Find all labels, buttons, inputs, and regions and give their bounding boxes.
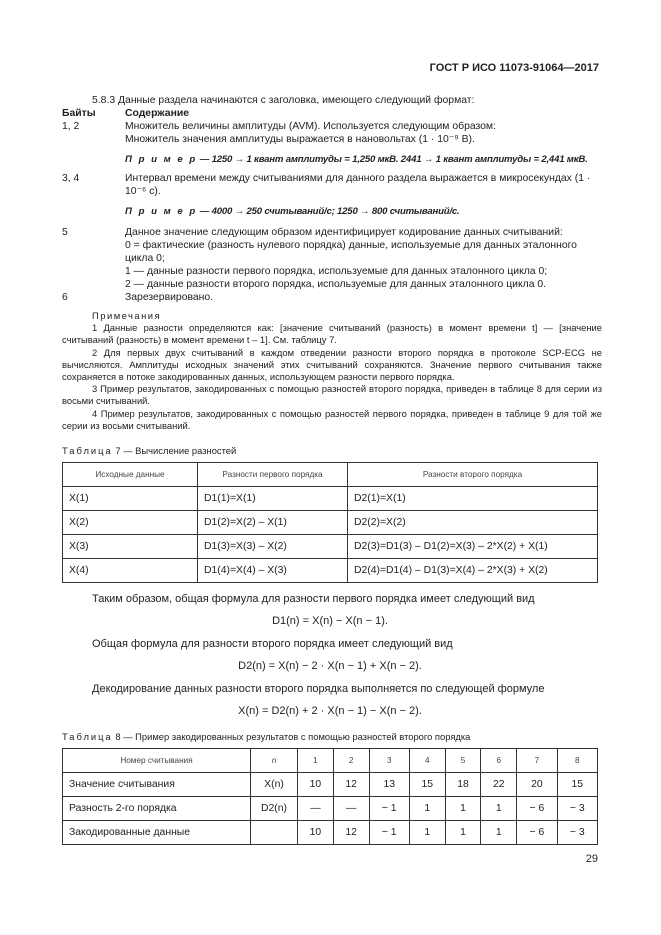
note: 2 Для первых двух считываний в каждом отведении разности второго порядка в протоколе SCP-ECG не вычисляются. Амплитуды исходных значений этих считываний сохраняются. Значение первого считывания также сохраняется в потоке закодированных данных, использующем разности первого порядка. [62,346,602,383]
formula: D1(n) = X(n) − X(n − 1). [272,615,388,628]
row-content: Зарезервировано. [125,292,214,303]
format-row [62,226,602,291]
content-heading: Содержание [125,108,190,119]
cell: — [333,797,369,821]
cell: D1(3)=X(3) – X(2) [198,535,348,559]
table-header-row [63,749,598,773]
cell: 15 [409,773,445,797]
column-header: 8 [557,749,597,773]
format-row [62,291,602,304]
cell: 1 [481,821,517,845]
example-text: — 1250 → 1 квант амплитуды = 1,250 мкВ. 2441 → 1 квант амплитуды = 2,441 мкВ. [197,154,588,165]
cell: 13 [369,773,409,797]
formula: X(n) = D2(n) + 2 · X(n − 1) − X(n − 2). [238,705,422,718]
notes [62,310,602,432]
column-header: 3 [369,749,409,773]
example [125,153,602,166]
cell: D1(4)=X(4) – X(3) [198,559,348,583]
table-row [63,487,598,511]
column-header: n [251,749,298,773]
cell: 12 [333,773,369,797]
row-bytes: 5 [62,227,68,238]
note: 4 Пример результатов, закодированных с помощью разностей первого порядка, приведен в таблице 9 для той же серии из восьми считываний. [62,407,602,431]
row-bytes: 1, 2 [62,121,80,132]
cell: D2(3)=D1(3) – D1(2)=X(3) – 2*X(2) + X(1) [348,535,598,559]
table-row [63,559,598,583]
row-bytes: 3, 4 [62,173,80,184]
line: Множитель величины амплитуды (AVM). Используется следующим образом: [125,121,496,132]
cell: − 1 [369,821,409,845]
cell: 20 [517,773,557,797]
notes-title: Примечания [92,310,162,321]
column-header: Разности первого порядка [198,463,348,487]
cell: Разность 2-го порядка [63,797,251,821]
cell: − 6 [517,821,557,845]
table-7 [62,462,598,583]
paragraph: Таким образом, общая формула для разности первого порядка имеет следующий вид [92,593,535,606]
cell: 10 [298,821,334,845]
column-header: 6 [481,749,517,773]
cell: X(n) [251,773,298,797]
column-header: 1 [298,749,334,773]
column-header: Разности второго порядка [348,463,598,487]
format-row [62,120,602,172]
line: 2 — данные разности второго порядка, используемые для данных эталонного цикла 0. [125,279,547,290]
table8-caption [62,730,602,743]
line: 1 — данные разности первого порядка, используемые для данных эталонного цикла 0; [125,266,548,277]
formula: D2(n) = X(n) − 2 · X(n − 1) + X(n − 2). [238,660,422,673]
cell: Значение считывания [63,773,251,797]
cell: − 3 [557,797,597,821]
cell: X(1) [63,487,198,511]
caption-text: 8 — Пример закодированных результатов с помощью разностей второго порядка [115,731,471,743]
table-row [63,511,598,535]
note: 1 Данные разности определяются как: [значение считываний (разность) в момент времени t] — [значение считываний (разность) в момент времени t – 1]. См. таблицу 7. [62,322,602,346]
table-8 [62,748,598,845]
cell: D1(2)=X(2) – X(1) [198,511,348,535]
row-content [125,172,602,224]
line: Данное значение следующим образом идентифицирует кодирование данных считываний: [125,227,563,238]
line: Интервал времени между считываниями для данного раздела выражается в микросекундах (1 · 10⁻⁶ с). [125,173,591,197]
table-row [63,773,598,797]
example-label: П р и м е р [125,206,198,217]
cell: 18 [445,773,481,797]
column-header: Номер считывания [63,749,251,773]
line: 0 = фактические (разность нулевого порядка) данные, используемые для данных эталонного цикла 0; [125,240,577,264]
cell: 22 [481,773,517,797]
cell: X(3) [63,535,198,559]
table-header-row [63,463,598,487]
table-row [63,821,598,845]
cell: D2(n) [251,797,298,821]
caption-label: Таблица [62,445,113,457]
paragraph: Декодирование данных разности второго порядка выполняется по следующей формуле [92,683,545,696]
line: Множитель значения амплитуды выражается в нановольтах (1 · 10⁻⁹ В). [125,134,475,145]
cell: 1 [445,821,481,845]
example-text: — 4000 → 250 считываний/с; 1250 → 800 считываний/с. [197,206,460,217]
document-header: ГОСТ Р ИСО 11073-91064—2017 [429,62,599,74]
cell: D2(1)=X(1) [348,487,598,511]
column-header: 7 [517,749,557,773]
cell: 1 [445,797,481,821]
format-row [62,172,602,224]
table7-caption [62,444,602,457]
cell: X(4) [63,559,198,583]
row-content [125,120,602,172]
cell: 10 [298,773,334,797]
cell: D2(2)=X(2) [348,511,598,535]
caption-label: Таблица [62,731,113,743]
page-number: 29 [585,853,598,866]
cell: − 3 [557,821,597,845]
bytes-heading: Байты [62,108,96,119]
table-row [63,535,598,559]
page-body [62,94,602,866]
column-header: Исходные данные [63,463,198,487]
row-bytes: 6 [62,292,68,303]
cell: — [298,797,334,821]
cell: D2(4)=D1(4) – D1(3)=X(4) – 2*X(3) + X(2) [348,559,598,583]
cell: 15 [557,773,597,797]
paragraph: Общая формула для разности второго порядка имеет следующий вид [92,638,453,651]
cell: X(2) [63,511,198,535]
cell: 1 [409,797,445,821]
row-content [125,226,602,291]
table-row [63,797,598,821]
note: 3 Пример результатов, закодированных с помощью разностей второго порядка, приведен в таблице 8 для серии из восьми считываний. [62,383,602,407]
example-label: П р и м е р [125,154,198,165]
cell: 1 [481,797,517,821]
cell: D1(1)=X(1) [198,487,348,511]
example [125,205,602,218]
column-header: 2 [333,749,369,773]
column-header: 4 [409,749,445,773]
section-intro: 5.8.3 Данные раздела начинаются с заголовка, имеющего следующий формат: [92,95,475,106]
cell: Закодированные данные [63,821,251,845]
format-heading-row [62,107,602,120]
cell [251,821,298,845]
cell: − 1 [369,797,409,821]
cell: − 6 [517,797,557,821]
caption-text: 7 — Вычисление разностей [115,445,237,457]
cell: 1 [409,821,445,845]
cell: 12 [333,821,369,845]
column-header: 5 [445,749,481,773]
